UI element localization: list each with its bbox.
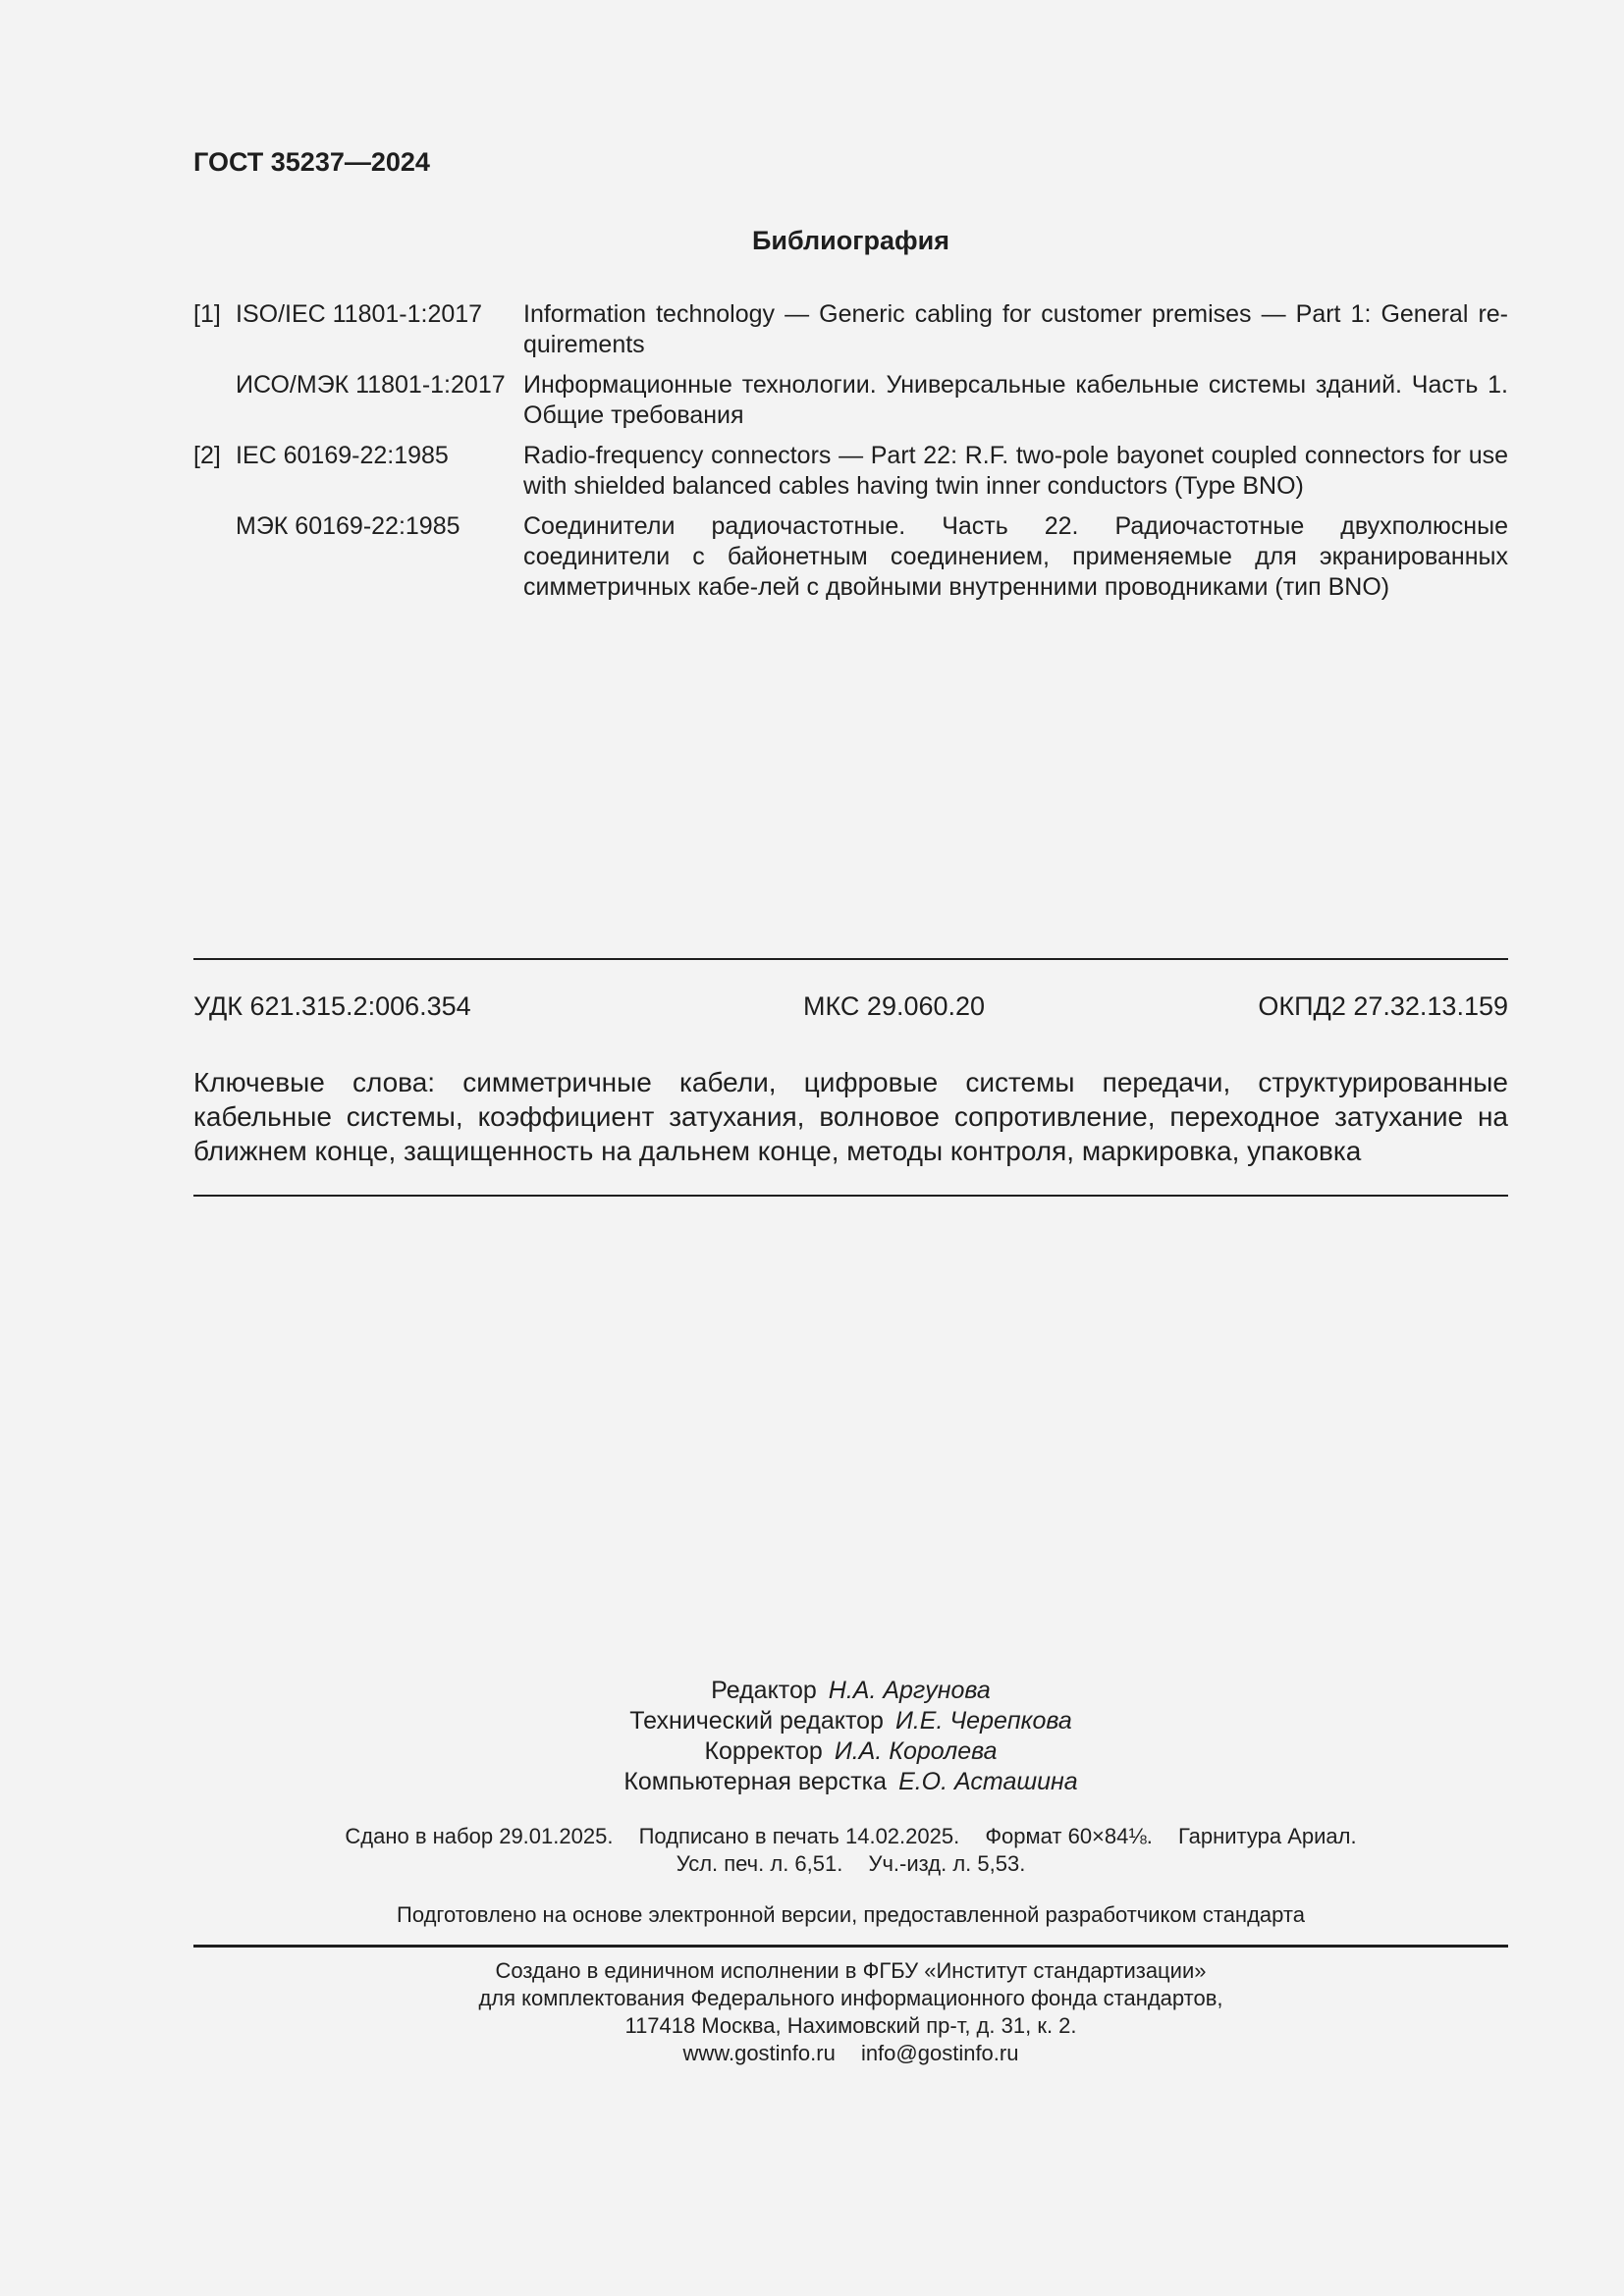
- footer-line: Создано в единичном исполнении в ФГБУ «Институт стандартизации»: [495, 1958, 1207, 1983]
- credit-name: Е.О. Асташина: [898, 1768, 1078, 1795]
- divider: [193, 958, 1508, 960]
- credit-role: Редактор: [711, 1677, 817, 1704]
- footer-line: для комплектования Федерального информационного фонда стандартов,: [478, 1986, 1223, 2010]
- credit-role: Компьютерная верстка: [623, 1768, 888, 1795]
- typeface: Гарнитура Ариал.: [1177, 1824, 1357, 1848]
- footer-contacts: [193, 2040, 1508, 2067]
- entry-number: [2]: [193, 442, 221, 469]
- credit-line: [193, 1736, 1508, 1767]
- entry-number: [1]: [193, 300, 221, 328]
- entry-text: Информационные технологии. Универсальные кабельные системы зданий. Часть 1. Общие требования: [523, 371, 1508, 429]
- entry-text: Соединители радиочастотные. Часть 22. Радиочастотные двухполюсные соединители с байонетным соединением, применяемые для экранированных симметричных кабе-лей с двойными внутренними проводниками (тип BNO): [523, 512, 1508, 601]
- print-info: [193, 1823, 1508, 1878]
- mks-code: МКС 29.060.20: [803, 991, 986, 1021]
- signed-date: Подписано в печать 14.02.2025.: [638, 1824, 960, 1848]
- divider: [193, 1945, 1508, 1948]
- entry-code: IEC 60169-22:1985: [236, 442, 449, 469]
- document-id: ГОСТ 35237—2024: [193, 147, 430, 177]
- format: Формат 60×84⅛.: [985, 1824, 1153, 1848]
- publisher-footer: [193, 1957, 1508, 2067]
- email-link[interactable]: info@gostinfo.ru: [860, 2041, 1019, 2065]
- submitted-date: Сдано в набор 29.01.2025.: [345, 1824, 614, 1848]
- website-link[interactable]: www.gostinfo.ru: [682, 2041, 836, 2065]
- credit-line: [193, 1706, 1508, 1736]
- udk-code: УДК 621.315.2:006.354: [193, 991, 471, 1021]
- credits: [193, 1676, 1508, 1797]
- print-sheets: Усл. печ. л. 6,51.: [676, 1851, 843, 1876]
- entry-code: ИСО/МЭК 11801-1:2017: [236, 371, 506, 399]
- credit-name: И.Е. Черепкова: [894, 1707, 1072, 1735]
- entry-text: Information technology — Generic cabling for customer premises — Part 1: General re-quirements: [523, 300, 1508, 358]
- credit-line: [193, 1767, 1508, 1797]
- credit-name: Н.А. Аргунова: [828, 1677, 991, 1704]
- entry-code: ISO/IEC 11801-1:2017: [236, 300, 483, 328]
- entry-code: МЭК 60169-22:1985: [236, 512, 460, 540]
- publishing-sheets: Уч.-изд. л. 5,53.: [868, 1851, 1026, 1876]
- bibliography-title: Библиография: [752, 226, 949, 255]
- entry-text: Radio-frequency connectors — Part 22: R.F. two-pole bayonet coupled connectors for use with shielded balanced cables having twin inner conductors (Type BNO): [523, 442, 1508, 500]
- classifier-codes: [193, 991, 1508, 1022]
- credit-role: Технический редактор: [629, 1707, 884, 1735]
- credit-role: Корректор: [704, 1737, 823, 1765]
- divider: [193, 1195, 1508, 1197]
- prepared-note: Подготовлено на основе электронной версии, предоставленной разработчиком стандарта: [397, 1902, 1305, 1927]
- credit-name: И.А. Королева: [834, 1737, 998, 1765]
- okpd-code: ОКПД2 27.32.13.159: [1258, 991, 1508, 1021]
- credit-line: [193, 1676, 1508, 1706]
- footer-line: 117418 Москва, Нахимовский пр-т, д. 31, к. 2.: [624, 2013, 1077, 2038]
- keywords: Ключевые слова: симметричные кабели, цифровые системы передачи, структурированные кабельные системы, коэффициент затухания, волновое сопротивление, переходное затухание на ближнем конце, защищенность на дальнем конце, методы контроля, маркировка, упаковка: [193, 1067, 1508, 1166]
